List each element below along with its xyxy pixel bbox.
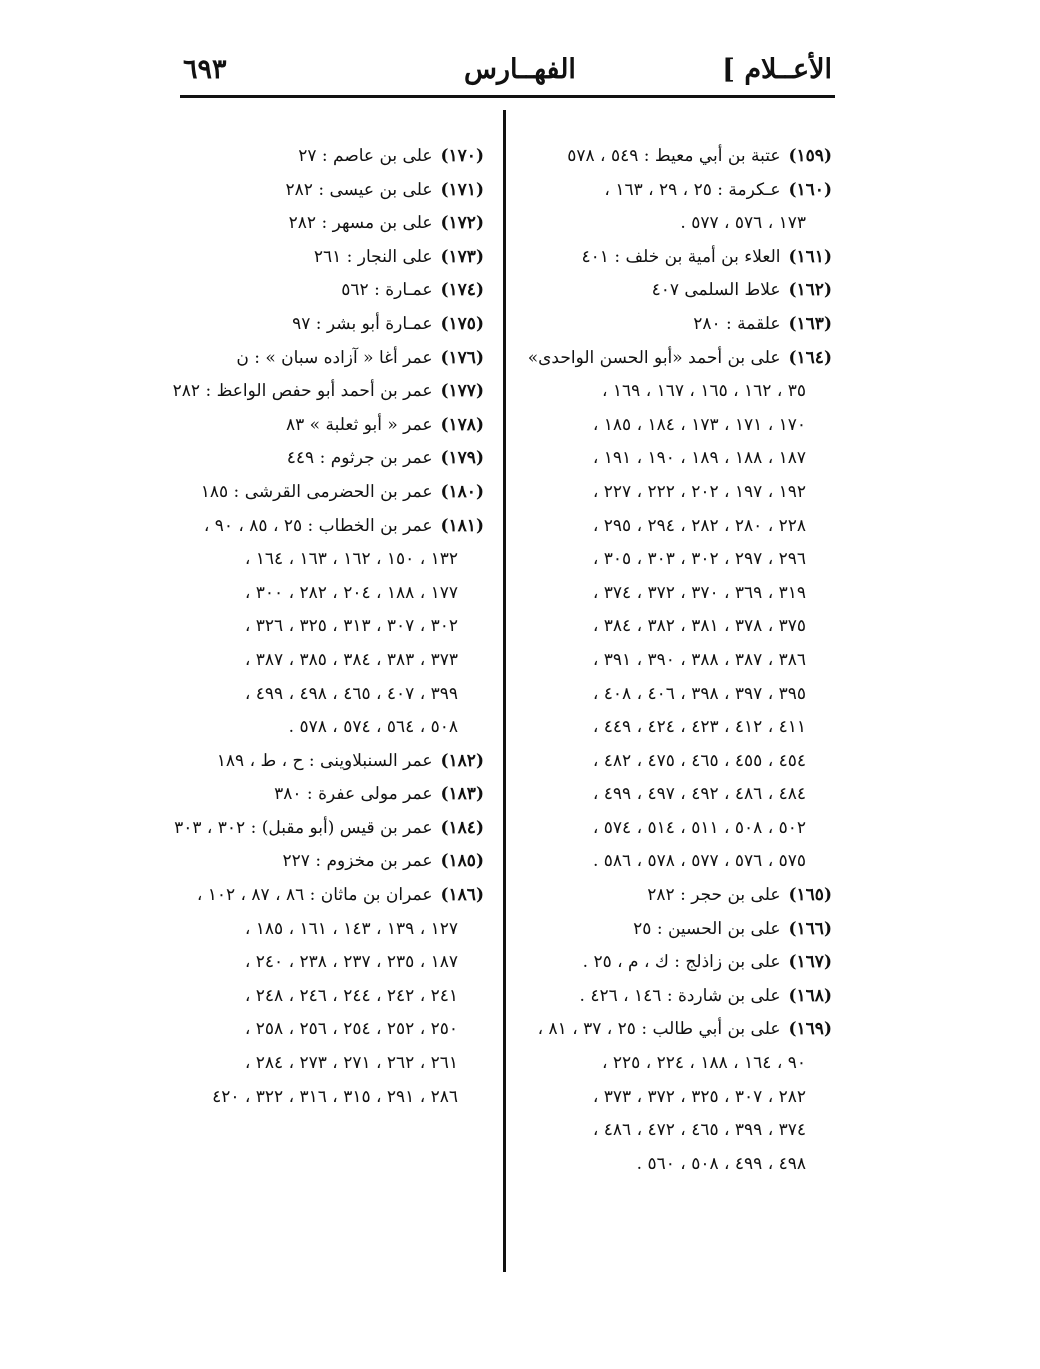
entry-text: ٣٧٣ ، ٣٨٣ ، ٣٨٤ ، ٣٨٥ ، ٣٨٧ ، [244,649,458,670]
entry-number: (١٦٢) [788,280,832,301]
entry-number: (١٥٩) [788,146,832,166]
entry-text: على بن الحسين : ٢٥ [633,918,781,939]
entry-text: ٣٩٥ ، ٣٩٧ ، ٣٩٨ ، ٤٠٦ ، ٤٠٨ ، [592,683,806,704]
entry-text: ٣٨٦ ، ٣٨٧ ، ٣٨٨ ، ٣٩٠ ، ٣٩١ ، [592,649,806,670]
entry-text: ٥٧٥ ، ٥٧٦ ، ٥٧٧ ، ٥٧٨ ، ٥٨٦ . [592,851,806,872]
entry-text: ١٧٧ ، ١٨٨ ، ٢٠٤ ، ٢٨٢ ، ٣٠٠ ، [244,582,458,603]
entry-text: ٥٠٨ ، ٥٦٤ ، ٥٧٤ ، ٥٧٨ . [288,717,458,738]
entry-text: على بن أحمد «أبو الحسن الواحدى» [527,347,781,368]
index-entry [180,207,484,241]
entry-number: (١٦١) [788,246,832,267]
index-entry-continuation [180,711,484,745]
index-entry-continuation [530,812,832,846]
entry-text: عمر مولى عفرة : ٣٨٠ [274,784,433,805]
entry-text: ٢٤١ ، ٢٤٢ ، ٢٤٤ ، ٢٤٦ ، ٢٤٨ ، [244,985,458,1006]
entry-text: عمـارة : ٥٦٢ [341,280,433,301]
index-entry [530,1013,832,1047]
running-header-section: الأعــلام ] [722,54,832,85]
index-entry-continuation [180,610,484,644]
index-entry [530,308,832,342]
entry-number: (١٨٤) [440,817,484,838]
entry-number: (١٧٥) [440,313,484,334]
entry-text: على النجار : ٢٦١ [313,246,433,267]
entry-text: ٤١١ ، ٤١٢ ، ٤٢٣ ، ٤٢٤ ، ٤٤٩ ، [592,717,806,738]
entry-number: (١٦٨) [788,985,832,1006]
entry-text: ٤٨٤ ، ٤٨٦ ، ٤٩٢ ، ٤٩٧ ، ٤٩٩ ، [592,784,806,805]
index-entry [180,241,484,275]
index-entry-continuation [530,845,832,879]
entry-text: ٣٥ ، ١٦٢ ، ١٦٥ ، ١٦٧ ، ١٦٩ ، [602,381,806,402]
index-entry-continuation [180,1047,484,1081]
entry-text: عمر بن الحضرمى القرشى : ١٨٥ [200,481,433,502]
entry-text: ٣١٩ ، ٣٦٩ ، ٣٧٠ ، ٣٧٢ ، ٣٧٤ ، [592,582,806,603]
index-entry [530,879,832,913]
entry-number: (١٧٢) [440,213,484,234]
entry-number: (١٦٥) [788,885,832,906]
entry-number: (١٨٥) [440,851,484,872]
index-entry [180,308,484,342]
index-entry-continuation [180,644,484,678]
index-entry-continuation [530,577,832,611]
index-entry-continuation [530,207,832,241]
column-divider [503,110,506,1272]
entry-text: ٢٩٦ ، ٢٩٧ ، ٣٠٢ ، ٣٠٣ ، ٣٠٥ ، [592,549,806,570]
index-entry-continuation [530,678,832,712]
entry-number: (١٨١) [440,515,484,536]
entry-text: عمر بن مخزوم : ٢٢٧ [282,851,433,872]
index-entry-continuation [530,375,832,409]
index-column-right [527,140,832,1181]
entry-text: على بن عاصم : ٢٧ [298,146,433,166]
entry-number: (١٧٦) [440,347,484,368]
running-header-title: الفهــارس [464,54,576,85]
index-entry [530,913,832,947]
entry-text: على بن شاردة : ١٤٦ ، ٤٢٦ . [579,985,781,1006]
entry-text: ٤٩٨ ، ٤٩٩ ، ٥٠٨ ، ٥٦٠ . [636,1153,806,1174]
index-entry-continuation [180,543,484,577]
index-entry-continuation [180,913,484,947]
entry-number: (١٧٤) [440,280,484,301]
entry-text: ١٢٧ ، ١٣٩ ، ١٤٣ ، ١٦١ ، ١٨٥ ، [244,918,458,939]
index-entry-continuation [530,644,832,678]
entry-text: على بن حجر : ٢٨٢ [647,885,781,906]
entry-number: (١٦٧) [788,952,832,973]
entry-text: ١٩٢ ، ١٩٧ ، ٢٠٢ ، ٢٢٢ ، ٢٢٧ ، [592,481,806,502]
entry-text: ٣٧٥ ، ٣٧٨ ، ٣٨١ ، ٣٨٢ ، ٣٨٤ ، [592,616,806,637]
entry-text: عتبة بن أبي معيط : ٥٤٩ ، ٥٧٨ [567,146,781,166]
entry-text: علاط السلمى ٤٠٧ [651,280,781,301]
index-entry-continuation [530,711,832,745]
entry-number: (١٦٦) [788,918,832,939]
index-entry-continuation [530,1148,832,1182]
index-entry-continuation [530,1114,832,1148]
index-column-left [172,140,484,1114]
index-entry-continuation [530,510,832,544]
entry-number: (١٨٢) [440,750,484,771]
index-entry-continuation [530,778,832,812]
entry-number: (١٧٨) [440,414,484,435]
index-entry [530,274,832,308]
entry-text: ٢٢٨ ، ٢٨٠ ، ٢٨٢ ، ٢٩٤ ، ٢٩٥ ، [592,515,806,536]
entry-text: ١٣٢ ، ١٥٠ ، ١٦٢ ، ١٦٣ ، ١٦٤ ، [244,549,458,570]
index-entry [180,342,484,376]
index-entry [180,510,484,544]
index-entry [172,375,484,409]
entry-number: (١٦٩) [788,1019,832,1040]
entry-text: عمر بن جرثوم : ٤٤٩ [286,448,433,469]
index-entry [180,442,484,476]
index-entry-continuation [530,610,832,644]
index-entry-continuation [180,678,484,712]
entry-text: على بن مسهر : ٢٨٢ [288,213,433,234]
index-entry [180,476,484,510]
entry-text: عمـارة أبو بشر : ٩٧ [292,313,433,334]
index-entry [530,174,832,208]
index-entry [180,140,484,174]
entry-number: (١٨٦) [440,885,484,906]
entry-text: ١٧٣ ، ٥٧٦ ، ٥٧٧ . [680,213,806,234]
index-entry [180,174,484,208]
entry-text: ٥٠٢ ، ٥٠٨ ، ٥١١ ، ٥١٤ ، ٥٧٤ ، [592,817,806,838]
entry-text: ٢٨٦ ، ٢٩١ ، ٣١٥ ، ٣١٦ ، ٣٢٢ ، ٤٢٠ [212,1086,458,1107]
index-entry-continuation [180,980,484,1014]
index-entry [530,980,832,1014]
entry-text: على بن زاذلج : ك ، م ، ٢٥ . [582,952,781,973]
entry-number: (١٧٧) [440,381,484,402]
entry-number: (١٦٣) [788,313,832,334]
entry-number: (١٧١) [440,179,484,200]
entry-text: عمر أغا « آزاده سبان » : ن [236,347,433,368]
entry-number: (١٦٠) [788,179,832,200]
entry-number: (١٧٠) [440,146,484,166]
entry-text: على بن عيسى : ٢٨٢ [285,179,433,200]
entry-text: ١٨٧ ، ٢٣٥ ، ٢٣٧ ، ٢٣٨ ، ٢٤٠ ، [244,952,458,973]
index-entry-continuation [530,1081,832,1115]
index-entry [527,342,832,376]
entry-number: (١٦٤) [788,347,832,368]
index-entry [180,274,484,308]
entry-text: عمر بن قيس (أبو مقبل) : ٣٠٢ ، ٣٠٣ [174,817,433,838]
entry-text: ٣٩٩ ، ٤٠٧ ، ٤٦٥ ، ٤٩٨ ، ٤٩٩ ، [244,683,458,704]
index-entry-continuation [180,946,484,980]
entry-text: على بن أبي طالب : ٢٥ ، ٣٧ ، ٨١ ، [537,1019,781,1040]
index-entry-continuation [530,442,832,476]
index-entry [174,812,484,846]
index-entry [530,140,832,174]
entry-text: عمر بن أحمد أبو حفص الواعظ : ٢٨٢ [172,381,433,402]
index-entry [180,745,484,779]
index-entry [180,409,484,443]
entry-text: ٩٠ ، ١٦٤ ، ١٨٨ ، ٢٢٤ ، ٢٢٥ ، [602,1053,806,1074]
entry-text: ٢٦١ ، ٢٦٢ ، ٢٧١ ، ٢٧٣ ، ٢٨٤ ، [244,1053,458,1074]
entry-number: (١٧٩) [440,448,484,469]
index-entry-continuation [530,476,832,510]
entry-text: علقمة : ٢٨٠ [693,313,781,334]
entry-text: ٢٥٠ ، ٢٥٢ ، ٢٥٤ ، ٢٥٦ ، ٢٥٨ ، [244,1019,458,1040]
index-entry [180,879,484,913]
index-entry [530,241,832,275]
entry-text: العلاء بن أمية بن خلف : ٤٠١ [581,246,781,267]
entry-text: ٢٨٢ ، ٣٠٧ ، ٣٢٥ ، ٣٧٢ ، ٣٧٣ ، [592,1086,806,1107]
index-entry [180,845,484,879]
index-entry-continuation [180,1081,484,1115]
entry-number: (١٨٠) [440,481,484,502]
index-entry [530,946,832,980]
entry-text: عمر السنبلاوينى : ح ، ط ، ١٨٩ [216,750,433,771]
entry-text: عـكرمة : ٢٥ ، ٢٩ ، ١٦٣ ، [604,179,781,200]
index-entry-continuation [530,1047,832,1081]
entry-text: ١٧٠ ، ١٧١ ، ١٧٣ ، ١٨٤ ، ١٨٥ ، [592,414,806,435]
index-entry-continuation [180,577,484,611]
entry-number: (١٨٣) [440,784,484,805]
index-entry [180,778,484,812]
index-entry-continuation [530,543,832,577]
header-rule [180,95,835,98]
entry-text: ٣٠٢ ، ٣٠٧ ، ٣١٣ ، ٣٢٥ ، ٣٢٦ ، [244,616,458,637]
entry-text: عمر بن الخطاب : ٢٥ ، ٨٥ ، ٩٠ ، [203,515,433,536]
index-entry-continuation [530,745,832,779]
page-number: ٦٩٣ [183,54,227,85]
entry-text: ٣٧٤ ، ٣٩٩ ، ٤٦٥ ، ٤٧٢ ، ٤٨٦ ، [592,1120,806,1141]
entry-number: (١٧٣) [440,246,484,267]
index-entry-continuation [180,1013,484,1047]
entry-text: عمران بن ماثان : ٨٦ ، ٨٧ ، ١٠٢ ، [196,885,433,906]
index-entry-continuation [530,409,832,443]
entry-text: ١٨٧ ، ١٨٨ ، ١٨٩ ، ١٩٠ ، ١٩١ ، [592,448,806,469]
entry-text: عمر « أبو ثعلبة » ٨٣ [286,414,433,435]
entry-text: ٤٥٤ ، ٤٥٥ ، ٤٦٥ ، ٤٧٥ ، ٤٨٢ ، [592,750,806,771]
